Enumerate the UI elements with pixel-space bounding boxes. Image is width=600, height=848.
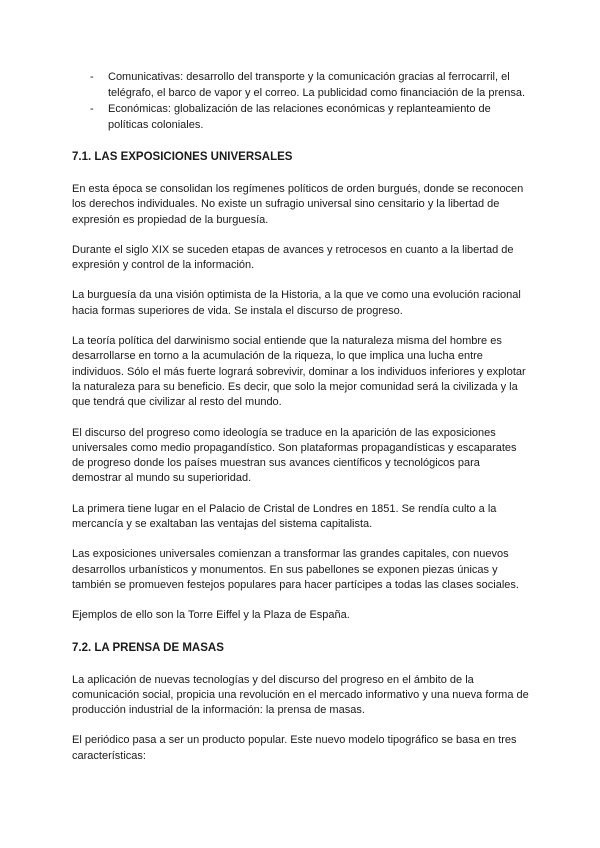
paragraph: El discurso del progreso como ideología se traduce en la aparición de las exposiciones universales como medio propagandístico. Son plataformas propagandísticas y escaparates de progreso donde los países muestran sus avances científicos y tecnológicos para demostrar al mundo su superioridad. bbox=[72, 426, 517, 485]
paragraph: Ejemplos de ello son la Torre Eiffel y la Plaza de España. bbox=[72, 609, 350, 622]
bullet-dash: - bbox=[90, 103, 94, 115]
bullet-text: Comunicativas: desarrollo del transporte y la comunicación gracias al ferrocarril, el telégrafo, el barco de vapor y el correo. La publicidad como financiación de la prensa. bbox=[108, 71, 526, 99]
paragraph: La aplicación de nuevas tecnologías y del discurso del progreso en el ámbito de la comunicación social, propicia una revolución en el mercado informativo y una nueva forma de producción industrial de la información: la prensa de masas. bbox=[72, 673, 529, 717]
paragraph: Durante el siglo XIX se suceden etapas de avances y retrocesos en cuanto a la libertad de expresión y control de la información. bbox=[72, 243, 514, 272]
bullet-text: Económicas: globalización de las relaciones económicas y replanteamiento de políticas coloniales. bbox=[108, 103, 491, 131]
paragraph: La burguesía da una visión optimista de la Historia, a la que ve como una evolución racional hacia formas superiores de vida. Se instala el discurso de progreso. bbox=[72, 289, 521, 317]
paragraph: La primera tiene lugar en el Palacio de Cristal de Londres en 1851. Se rendía culto a la mercancía y se exaltaban las ventajas del sistema capitalista. bbox=[72, 502, 497, 531]
bullet-dash: - bbox=[90, 71, 94, 83]
paragraph: En esta época se consolidan los regímenes políticos de orden burgués, donde se reconocen los derechos individuales. No existe un sufragio universal sino censitario y la libertad de expresión es propiedad de la burguesía. bbox=[72, 183, 524, 226]
bullet-item bbox=[72, 70, 530, 101]
bullet-list bbox=[72, 70, 530, 133]
bullet-item bbox=[72, 102, 530, 133]
paragraph: La teoría política del darwinismo social entiende que la naturaleza misma del hombre es desarrollarse en torno a la acumulación de la riqueza, lo que implica una lucha entre individuos. Sólo el más fuerte logrará sobrevivir, dominar a los individuos inferiores y explotar la naturaleza para su beneficio. Es decir, que solo la mejor comunidad será la civilizada y la que tendrá que civilizar al resto del mundo. bbox=[72, 335, 526, 409]
paragraph: Las exposiciones universales comienzan a transformar las grandes capitales, con nuevos desarrollos urbanísticos y monumentos. En sus pabellones se exponen piezas únicas y también se promueven festejos populares para hacer partícipes a todas las clases sociales. bbox=[72, 548, 519, 591]
section-heading-prensa: 7.2. LA PRENSA DE MASAS bbox=[72, 641, 224, 654]
paragraph: El periódico pasa a ser un producto popular. Este nuevo modelo tipográfico se basa en tres características: bbox=[72, 734, 517, 762]
section-heading-exposiciones: 7.1. LAS EXPOSICIONES UNIVERSALES bbox=[72, 151, 293, 163]
